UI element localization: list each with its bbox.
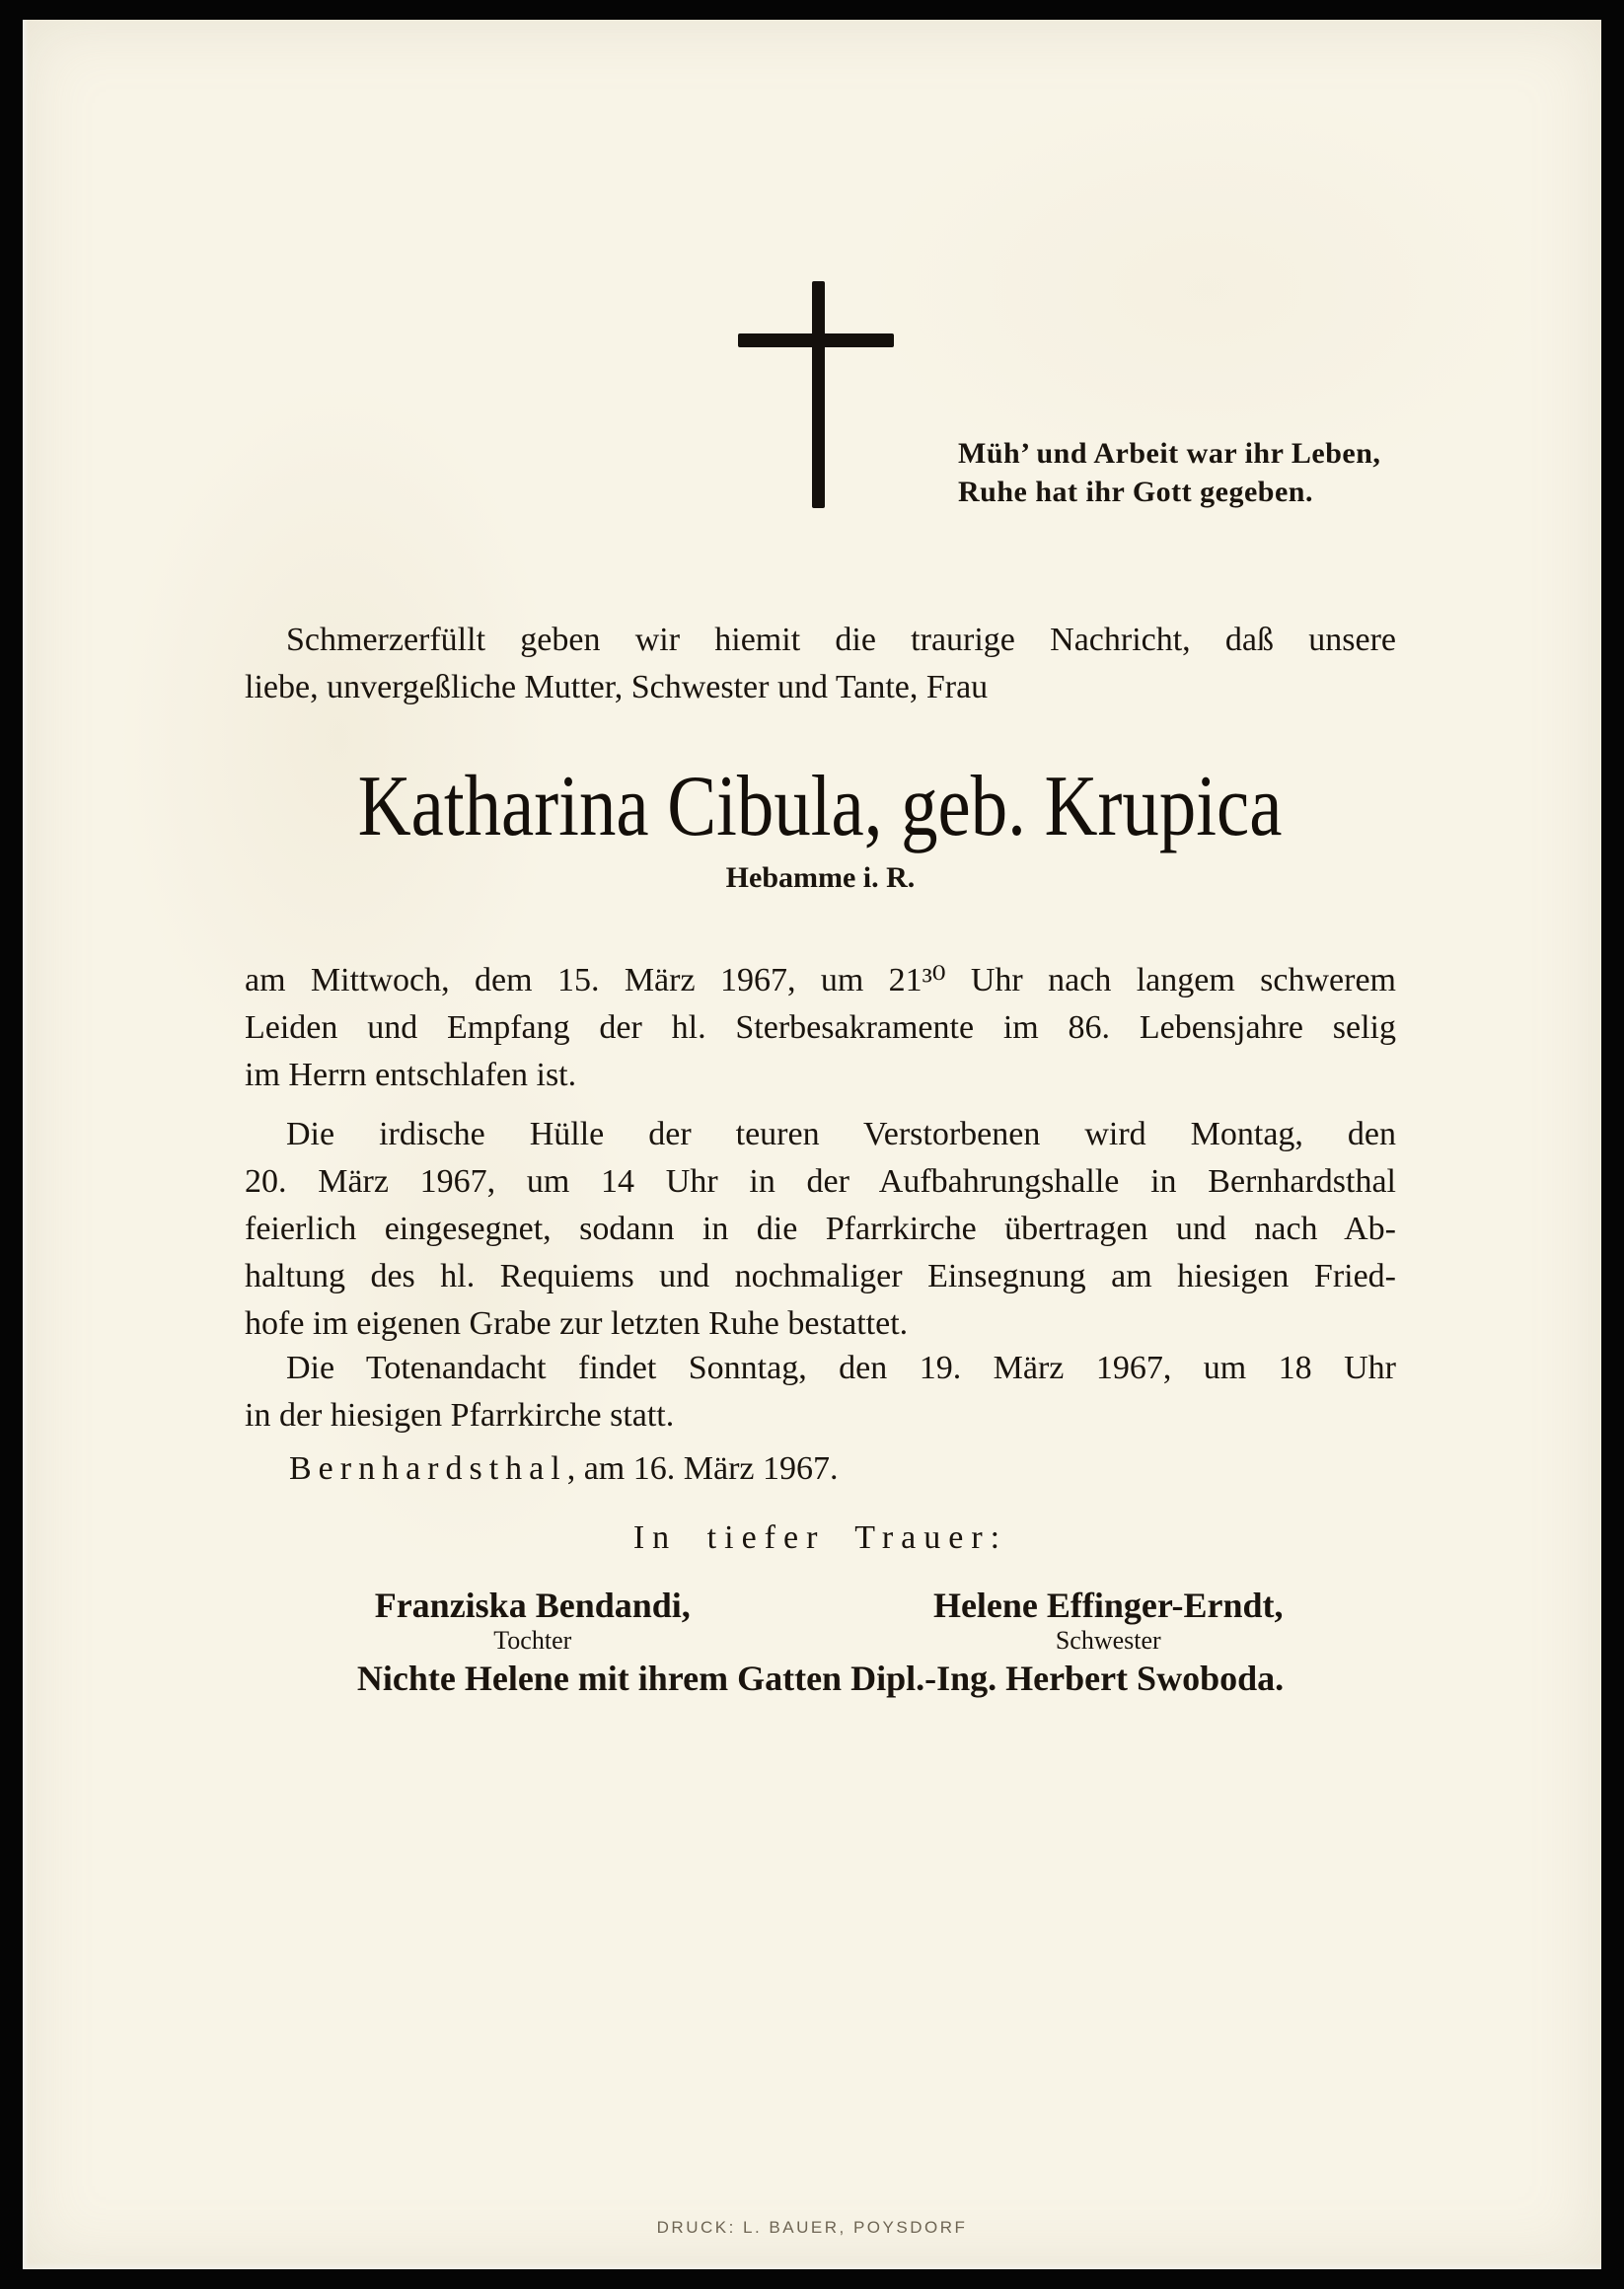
- intro-line: Schmerzerfüllt geben wir hiemit die traurige Nachricht, daß unsere: [286, 622, 1396, 658]
- funeral-paragraph-line: haltung des hl. Requiems und nochmaliger Einsegnung am hiesigen Fried-: [245, 1258, 1396, 1294]
- funeral-paragraph-line: feierlich eingesegnet, sodann in die Pfarrkirche übertragen und nach Ab-: [245, 1211, 1396, 1247]
- memorial-paragraph-line: in der hiesigen Pfarrkirche statt.: [245, 1397, 675, 1434]
- mourner-role: Tochter: [493, 1626, 572, 1655]
- deceased-name-heading: [245, 760, 1396, 872]
- death-paragraph: [245, 957, 1396, 1099]
- death-paragraph-line: am Mittwoch, dem 15. März 1967, um 21³⁰ Uhr nach langem schwerem: [245, 962, 1396, 998]
- deceased-profession: Hebamme i. R.: [725, 861, 916, 894]
- death-paragraph-line: im Herrn entschlafen ist.: [245, 1057, 577, 1093]
- notice-text-column: [245, 20, 1396, 2269]
- dateline-date: , am 16. März 1967.: [566, 1450, 839, 1487]
- mourner-right: [821, 1585, 1397, 1656]
- mourner-name: Helene Effinger-Erndt,: [932, 1586, 1284, 1625]
- obituary-card: [23, 20, 1601, 2269]
- printer-imprint: DRUCK: L. BAUER, POYSDORF: [656, 2218, 968, 2237]
- funeral-paragraph-line: 20. März 1967, um 14 Uhr in der Aufbahrungshalle in Bernhardsthal: [245, 1163, 1396, 1200]
- memorial-paragraph-line: Die Totenandacht findet Sonntag, den 19. März 1967, um 18 Uhr: [286, 1350, 1396, 1386]
- death-paragraph-line: Leiden und Empfang der hl. Sterbesakramente im 86. Lebensjahre selig: [245, 1009, 1396, 1046]
- deceased-name: Katharina Cibula, geb. Krupica: [358, 759, 1283, 854]
- mourner-role: Schwester: [1055, 1626, 1161, 1655]
- intro-paragraph: [245, 617, 1396, 711]
- mourning-closing-line: Nichte Helene mit ihrem Gatten Dipl.-Ing. Herbert Swoboda.: [356, 1659, 1285, 1698]
- mourners-row: [245, 1585, 1396, 1656]
- mourning-header: In tiefer Trauer:: [632, 1519, 1008, 1556]
- intro-line: liebe, unvergeßliche Mutter, Schwester und Tante, Frau: [245, 669, 989, 705]
- funeral-paragraph: [245, 1111, 1396, 1348]
- funeral-paragraph-line: Die irdische Hülle der teuren Verstorbenen wird Montag, den: [286, 1116, 1396, 1152]
- dateline-place: Bernhardsthal: [289, 1450, 567, 1487]
- mourner-left: [245, 1585, 821, 1656]
- funeral-paragraph-line: hofe im eigenen Grabe zur letzten Ruhe bestattet.: [245, 1305, 909, 1342]
- mourner-name: Franziska Bendandi,: [374, 1586, 691, 1625]
- motto-line-1: Müh’ und Arbeit war ihr Leben,: [958, 437, 1381, 470]
- dateline: [245, 1445, 1396, 1493]
- memorial-paragraph: [245, 1345, 1396, 1440]
- motto-line-2: Ruhe hat ihr Gott gegeben.: [958, 476, 1313, 508]
